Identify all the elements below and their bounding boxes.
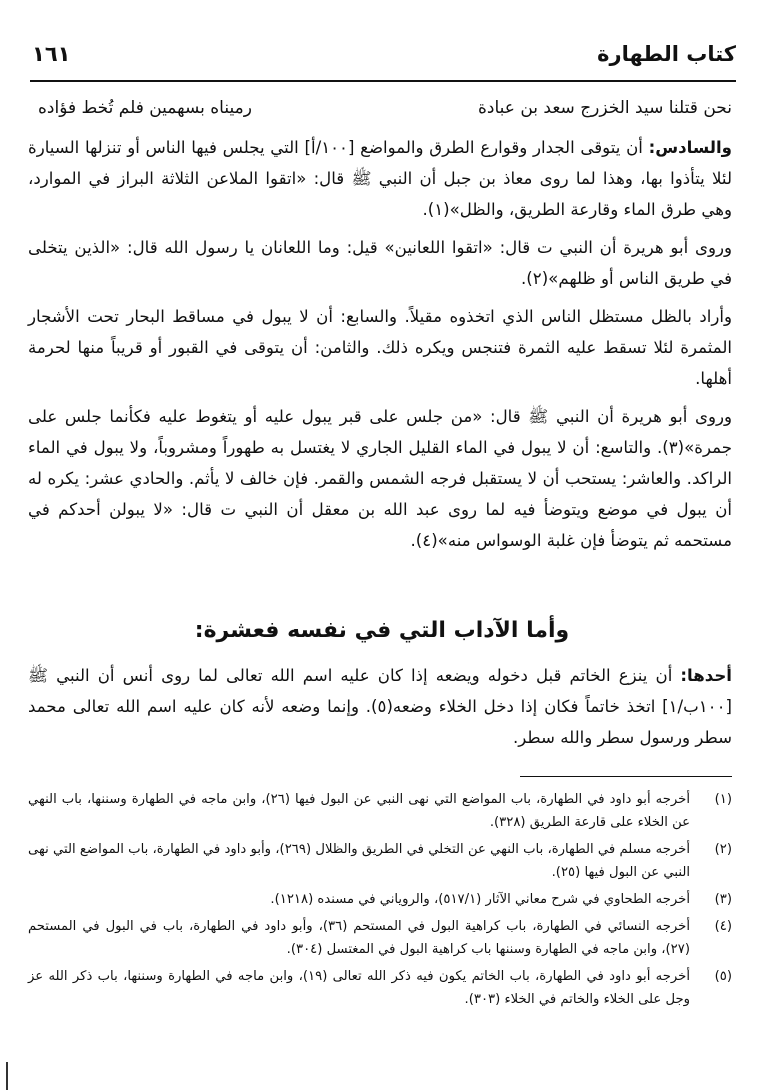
paragraph-text: وأراد بالظل مستظل الناس الذي اتخذوه مقيلاً. والسابع: أن لا يبول في مساقط البحار تحت الأشجار المثمرة لئلا تسقط عليه الثمرة فتنجس ويكره ذلك. والثامن: أن يتوقى في القبور أو قريباً منها لحرمة أهلها.	[28, 307, 732, 388]
footnote-number: (٤)	[714, 919, 732, 934]
footnote-text: أخرجه أبو داود في الطهارة، باب الخاتم يكون فيه ذكر الله تعالى (١٩)، وابن ماجه في الطهارة وسننها، باب ذكر الله عز وجل على الخلاء والخاتم في الخلاء (٣٠٣).	[28, 969, 690, 1007]
poetry-verse	[38, 98, 732, 128]
section-text	[28, 660, 732, 753]
footnote-number: (٢)	[714, 842, 732, 857]
header-rule	[30, 80, 736, 82]
paragraph-keyword: أحدها:	[680, 666, 732, 685]
footnote-number: (٣)	[714, 892, 732, 907]
paragraph	[28, 232, 732, 294]
section-heading: وأما الآداب التي في نفسه فعشرة:	[194, 618, 570, 643]
footnote-number: (١)	[714, 792, 732, 807]
paragraph-keyword: والسادس:	[648, 138, 732, 157]
footnote-text: أخرجه النسائي في الطهارة، باب كراهية البول في المستحم (٣٦)، وأبو داود في الطهارة، باب في البول في المستحم (٢٧)، وابن ماجه في الطهارة وسننها باب كراهية البول في المغتسل (٣٠٤).	[28, 919, 690, 957]
footnote	[28, 915, 732, 961]
main-text	[28, 132, 732, 563]
chapter-title: كتاب الطهارة	[597, 42, 736, 66]
footnotes	[28, 788, 732, 1015]
paragraph	[28, 132, 732, 225]
running-header	[30, 40, 736, 80]
paragraph	[28, 660, 732, 753]
footnote-text: أخرجه الطحاوي في شرح معاني الآثار (٥١٧/١)، والروياني في مسنده (١٢١٨).	[270, 892, 690, 907]
footnote-text: أخرجه أبو داود في الطهارة، باب المواضع التي نهى النبي عن البول فيها (٢٦)، وابن ماجه في الطهارة وسننها، باب النهي عن الخلاء على قارعة الطريق (٣٢٨).	[28, 792, 690, 830]
verse-hemistich-right: نحن قتلنا سيد الخزرج سعد بن عبادة	[478, 98, 732, 118]
paragraph-text: أن ينزع الخاتم قبل دخوله ويضعه إذا كان عليه اسم الله تعالى لما روى أنس أن النبي ﷺ [١٠٠ب/١] اتخذ خاتماً فكان إذا دخل الخلاء وضعه(٥). وإنما وضعه لأنه كان عليه اسم الله تعالى محمد سطر ورسول سطر والله سطر.	[28, 666, 732, 747]
paragraph-text: وروى أبو هريرة أن النبي ﷺ قال: «من جلس على قبر يبول عليه أو يتغوط عليه فكأنما جلس على جمرة»(٣). والتاسع: أن لا يبول في الماء القليل الجاري لا يغتسل به طهوراً ومشروباً، ولا يبول في الماء الراكد. والعاشر: يستحب أن لا يستقبل فرجه الشمس والقمر. فإن خالف لا يأثم. والحادي عشر: يكره له أن يبول في موضع ويتوضأ فيه لما روى عبد الله بن معقل أن النبي ت قال: «لا يبولن أحدكم في مستحمه ثم يتوضأ فإن غلبة الوسواس منه»(٤).	[28, 407, 732, 550]
footnote	[28, 788, 732, 834]
paragraph-text: وروى أبو هريرة أن النبي ت قال: «اتقوا اللعانين» قيل: وما اللعانان يا رسول الله قال: «الذين يتخلى في طريق الناس أو ظلهم»(٢).	[28, 238, 732, 288]
footnote	[28, 965, 732, 1011]
paragraph-text: أن يتوقى الجدار وقوارع الطرق والمواضع [١٠٠/أ] التي يجلس فيها الناس أو تنزلها السيارة لئلا يتأذوا بها، وهذا لما روى معاذ بن جبل أن النبي ﷺ قال: «اتقوا الملاعن الثلاثة البراز في الموارد، وهي طرق الماء وقارعة الطريق، والظل»(١).	[28, 138, 732, 219]
paragraph	[28, 301, 732, 394]
footnote	[28, 888, 732, 911]
page-edge-mark	[6, 1062, 8, 1090]
footnote-separator	[520, 776, 732, 777]
page-number: ١٦١	[32, 42, 71, 66]
footnote	[28, 838, 732, 884]
paragraph	[28, 401, 732, 556]
verse-hemistich-left: رميناه بسهمين فلم تُخط فؤاده	[38, 98, 252, 118]
footnote-number: (٥)	[714, 969, 732, 984]
footnote-text: أخرجه مسلم في الطهارة، باب النهي عن التخلي في الطريق والظلال (٢٦٩)، وأبو داود في الطهارة، باب المواضع التي نهى النبي عن البول فيها (٢٥).	[28, 842, 690, 880]
